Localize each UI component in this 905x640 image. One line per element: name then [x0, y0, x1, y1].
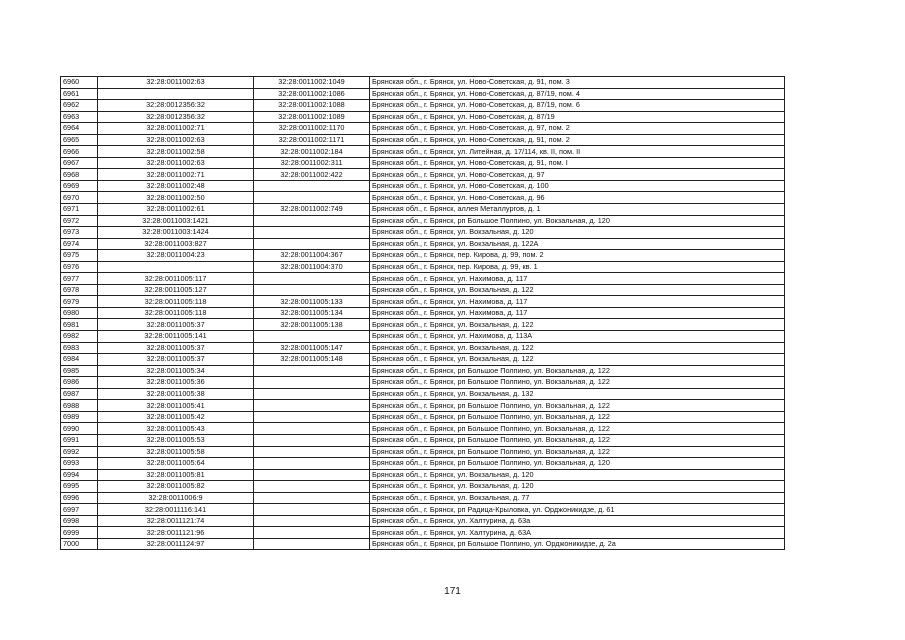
- object-number-cell: [254, 238, 370, 250]
- row-number-cell: 6997: [61, 504, 98, 516]
- table-row: [61, 527, 785, 539]
- address-cell: Брянская обл., г. Брянск, ул. Вокзальная, д. 122: [370, 342, 785, 354]
- row-number-cell: 6995: [61, 481, 98, 493]
- table-row: [61, 123, 785, 135]
- object-number-cell: [254, 423, 370, 435]
- parcel-number-cell: 32:28:0011005:37: [98, 354, 254, 366]
- object-number-cell: [254, 284, 370, 296]
- object-number-cell: 32:28:0011005:133: [254, 296, 370, 308]
- table-row: [61, 538, 785, 550]
- row-number-cell: 6989: [61, 411, 98, 423]
- table-row: [61, 250, 785, 262]
- address-cell: Брянская обл., г. Брянск, ул. Ново-Советская, д. 96: [370, 192, 785, 204]
- parcel-number-cell: 32:28:0011005:117: [98, 273, 254, 285]
- address-cell: Брянская обл., г. Брянск, ул. Ново-Советская, д. 97: [370, 169, 785, 181]
- parcel-number-cell: 32:28:0011002:71: [98, 169, 254, 181]
- parcel-number-cell: 32:28:0011002:48: [98, 180, 254, 192]
- table-row: [61, 88, 785, 100]
- parcel-number-cell: 32:28:0011003:1424: [98, 227, 254, 239]
- parcel-number-cell: 32:28:0011121:96: [98, 527, 254, 539]
- table-row: [61, 192, 785, 204]
- table-row: [61, 284, 785, 296]
- object-number-cell: 32:28:0011002:1171: [254, 134, 370, 146]
- parcel-number-cell: [98, 88, 254, 100]
- address-cell: Брянская обл., г. Брянск, ул. Вокзальная, д. 122: [370, 354, 785, 366]
- row-number-cell: 6964: [61, 123, 98, 135]
- table-row: [61, 180, 785, 192]
- row-number-cell: 6974: [61, 238, 98, 250]
- table-row: [61, 319, 785, 331]
- parcel-table-body: [61, 77, 785, 550]
- row-number-cell: 6981: [61, 319, 98, 331]
- table-row: [61, 492, 785, 504]
- table-row: [61, 215, 785, 227]
- row-number-cell: 6988: [61, 400, 98, 412]
- table-row: [61, 342, 785, 354]
- parcel-table: [60, 76, 785, 550]
- object-number-cell: [254, 492, 370, 504]
- row-number-cell: 6972: [61, 215, 98, 227]
- table-row: [61, 504, 785, 516]
- row-number-cell: 6979: [61, 296, 98, 308]
- parcel-number-cell: 32:28:0011005:118: [98, 307, 254, 319]
- row-number-cell: 6970: [61, 192, 98, 204]
- address-cell: Брянская обл., г. Брянск, ул. Вокзальная, д. 120: [370, 469, 785, 481]
- table-row: [61, 100, 785, 112]
- object-number-cell: 32:28:0011002:1088: [254, 100, 370, 112]
- table-row: [61, 169, 785, 181]
- object-number-cell: [254, 538, 370, 550]
- parcel-number-cell: 32:28:0011005:81: [98, 469, 254, 481]
- table-row: [61, 515, 785, 527]
- address-cell: Брянская обл., г. Брянск, ул. Ново-Советская, д. 87/19, пом. 4: [370, 88, 785, 100]
- parcel-number-cell: 32:28:0011004:23: [98, 250, 254, 262]
- table-row: [61, 157, 785, 169]
- table-row: [61, 296, 785, 308]
- table-row: [61, 146, 785, 158]
- object-number-cell: 32:28:0011002:1049: [254, 77, 370, 89]
- row-number-cell: 6962: [61, 100, 98, 112]
- table-row: [61, 77, 785, 89]
- row-number-cell: 6980: [61, 307, 98, 319]
- row-number-cell: 6996: [61, 492, 98, 504]
- parcel-number-cell: 32:28:0011121:74: [98, 515, 254, 527]
- parcel-number-cell: 32:28:0012356:32: [98, 111, 254, 123]
- object-number-cell: 32:28:0011002:1170: [254, 123, 370, 135]
- parcel-number-cell: 32:28:0011002:61: [98, 204, 254, 216]
- address-cell: Брянская обл., г. Брянск, рп Большое Полпино, ул. Вокзальная, д. 122: [370, 411, 785, 423]
- parcel-number-cell: 32:28:0012356:32: [98, 100, 254, 112]
- row-number-cell: 6990: [61, 423, 98, 435]
- table-row: [61, 307, 785, 319]
- row-number-cell: 6960: [61, 77, 98, 89]
- table-row: [61, 377, 785, 389]
- address-cell: Брянская обл., г. Брянск, ул. Вокзальная, д. 122: [370, 284, 785, 296]
- address-cell: Брянская обл., г. Брянск, ул. Нахимова, д. 113А: [370, 331, 785, 343]
- table-row: [61, 400, 785, 412]
- address-cell: Брянская обл., г. Брянск, ул. Ново-Советская, д. 87/19: [370, 111, 785, 123]
- row-number-cell: 6987: [61, 388, 98, 400]
- parcel-number-cell: 32:28:0011005:64: [98, 458, 254, 470]
- parcel-number-cell: 32:28:0011002:50: [98, 192, 254, 204]
- address-cell: Брянская обл., г. Брянск, пер. Кирова, д. 99, кв. 1: [370, 261, 785, 273]
- object-number-cell: [254, 215, 370, 227]
- address-cell: Брянская обл., г. Брянск, рп Большое Полпино, ул. Вокзальная, д. 122: [370, 423, 785, 435]
- parcel-number-cell: 32:28:0011005:37: [98, 319, 254, 331]
- address-cell: Брянская обл., г. Брянск, ул. Ново-Советская, д. 91, пом. 3: [370, 77, 785, 89]
- row-number-cell: 6982: [61, 331, 98, 343]
- table-row: [61, 365, 785, 377]
- address-cell: Брянская обл., г. Брянск, ул. Вокзальная, д. 132: [370, 388, 785, 400]
- row-number-cell: 6968: [61, 169, 98, 181]
- object-number-cell: [254, 481, 370, 493]
- table-row: [61, 411, 785, 423]
- address-cell: Брянская обл., г. Брянск, ул. Ново-Советская, д. 97, пом. 2: [370, 123, 785, 135]
- table-row: [61, 261, 785, 273]
- object-number-cell: [254, 527, 370, 539]
- address-cell: Брянская обл., г. Брянск, пер. Кирова, д. 99, пом. 2: [370, 250, 785, 262]
- table-row: [61, 111, 785, 123]
- parcel-number-cell: 32:28:0011005:82: [98, 481, 254, 493]
- row-number-cell: 6965: [61, 134, 98, 146]
- object-number-cell: [254, 400, 370, 412]
- object-number-cell: 32:28:0011005:134: [254, 307, 370, 319]
- row-number-cell: 6993: [61, 458, 98, 470]
- address-cell: Брянская обл., г. Брянск, рп Радица-Крыловка, ул. Орджоникидзе, д. 61: [370, 504, 785, 516]
- parcel-number-cell: 32:28:0011003:1421: [98, 215, 254, 227]
- address-cell: Брянская обл., г. Брянск, ул. Ново-Советская, д. 87/19, пом. 6: [370, 100, 785, 112]
- parcel-number-cell: 32:28:0011002:63: [98, 134, 254, 146]
- object-number-cell: [254, 446, 370, 458]
- object-number-cell: [254, 388, 370, 400]
- address-cell: Брянская обл., г. Брянск, ул. Вокзальная, д. 122А: [370, 238, 785, 250]
- address-cell: Брянская обл., г. Брянск, рп Большое Полпино, ул. Вокзальная, д. 122: [370, 377, 785, 389]
- object-number-cell: [254, 411, 370, 423]
- parcel-number-cell: 32:28:0011006:9: [98, 492, 254, 504]
- address-cell: Брянская обл., г. Брянск, ул. Вокзальная, д. 77: [370, 492, 785, 504]
- object-number-cell: 32:28:0011005:138: [254, 319, 370, 331]
- object-number-cell: [254, 331, 370, 343]
- object-number-cell: 32:28:0011004:370: [254, 261, 370, 273]
- object-number-cell: [254, 515, 370, 527]
- row-number-cell: 6973: [61, 227, 98, 239]
- object-number-cell: [254, 469, 370, 481]
- row-number-cell: 7000: [61, 538, 98, 550]
- row-number-cell: 6966: [61, 146, 98, 158]
- table-row: [61, 238, 785, 250]
- object-number-cell: 32:28:0011005:148: [254, 354, 370, 366]
- row-number-cell: 6969: [61, 180, 98, 192]
- object-number-cell: 32:28:0011005:147: [254, 342, 370, 354]
- parcel-number-cell: 32:28:0011005:37: [98, 342, 254, 354]
- row-number-cell: 6983: [61, 342, 98, 354]
- parcel-number-cell: 32:28:0011005:34: [98, 365, 254, 377]
- parcel-number-cell: 32:28:0011002:63: [98, 77, 254, 89]
- parcel-number-cell: 32:28:0011002:58: [98, 146, 254, 158]
- object-number-cell: [254, 434, 370, 446]
- address-cell: Брянская обл., г. Брянск, ул. Халтурина, д. 63а: [370, 515, 785, 527]
- row-number-cell: 6975: [61, 250, 98, 262]
- table-row: [61, 469, 785, 481]
- row-number-cell: 6994: [61, 469, 98, 481]
- table-row: [61, 331, 785, 343]
- row-number-cell: 6961: [61, 88, 98, 100]
- parcel-number-cell: 32:28:0011002:71: [98, 123, 254, 135]
- table-row: [61, 134, 785, 146]
- address-cell: Брянская обл., г. Брянск, ул. Ново-Советская, д. 91, пом. 2: [370, 134, 785, 146]
- object-number-cell: [254, 377, 370, 389]
- address-cell: Брянская обл., г. Брянск, ул. Халтурина, д. 63А: [370, 527, 785, 539]
- address-cell: Брянская обл., г. Брянск, рп Большое Полпино, ул. Вокзальная, д. 120: [370, 215, 785, 227]
- parcel-number-cell: 32:28:0011005:53: [98, 434, 254, 446]
- address-cell: Брянская обл., г. Брянск, ул. Ново-Советская, д. 91, пом. I: [370, 157, 785, 169]
- object-number-cell: [254, 365, 370, 377]
- address-cell: Брянская обл., г. Брянск, ул. Вокзальная, д. 122: [370, 319, 785, 331]
- parcel-number-cell: 32:28:0011005:141: [98, 331, 254, 343]
- address-cell: Брянская обл., г. Брянск, рп Большое Полпино, ул. Вокзальная, д. 122: [370, 434, 785, 446]
- page-number: 171: [444, 586, 461, 597]
- table-row: [61, 446, 785, 458]
- row-number-cell: 6984: [61, 354, 98, 366]
- parcel-number-cell: 32:28:0011005:38: [98, 388, 254, 400]
- object-number-cell: 32:28:0011002:749: [254, 204, 370, 216]
- address-cell: Брянская обл., г. Брянск, рп Большое Полпино, ул. Вокзальная, д. 120: [370, 458, 785, 470]
- address-cell: Брянская обл., г. Брянск, ул. Литейная, д. 17/114, кв. II, пом. II: [370, 146, 785, 158]
- object-number-cell: [254, 504, 370, 516]
- row-number-cell: 6978: [61, 284, 98, 296]
- parcel-number-cell: 32:28:0011005:58: [98, 446, 254, 458]
- table-row: [61, 227, 785, 239]
- row-number-cell: 6971: [61, 204, 98, 216]
- address-cell: Брянская обл., г. Брянск, рп Большое Полпино, ул. Вокзальная, д. 122: [370, 365, 785, 377]
- table-row: [61, 423, 785, 435]
- object-number-cell: 32:28:0011002:184: [254, 146, 370, 158]
- table-row: [61, 273, 785, 285]
- table-row: [61, 388, 785, 400]
- address-cell: Брянская обл., г. Брянск, рп Большое Полпино, ул. Вокзальная, д. 122: [370, 400, 785, 412]
- parcel-number-cell: 32:28:0011005:41: [98, 400, 254, 412]
- parcel-number-cell: 32:28:0011005:42: [98, 411, 254, 423]
- address-cell: Брянская обл., г. Брянск, рп Большое Полпино, ул. Вокзальная, д. 122: [370, 446, 785, 458]
- parcel-number-cell: 32:28:0011003:827: [98, 238, 254, 250]
- table-row: [61, 354, 785, 366]
- parcel-number-cell: 32:28:0011005:118: [98, 296, 254, 308]
- row-number-cell: 6976: [61, 261, 98, 273]
- parcel-number-cell: 32:28:0011116:141: [98, 504, 254, 516]
- object-number-cell: [254, 227, 370, 239]
- address-cell: Брянская обл., г. Брянск, ул. Вокзальная, д. 120: [370, 227, 785, 239]
- row-number-cell: 6985: [61, 365, 98, 377]
- row-number-cell: 6999: [61, 527, 98, 539]
- address-cell: Брянская обл., г. Брянск, ул. Нахимова, д. 117: [370, 307, 785, 319]
- parcel-number-cell: 32:28:0011002:63: [98, 157, 254, 169]
- object-number-cell: [254, 180, 370, 192]
- address-cell: Брянская обл., г. Брянск, ул. Нахимова, д. 117: [370, 296, 785, 308]
- table-row: [61, 204, 785, 216]
- address-cell: Брянская обл., г. Брянск, ул. Нахимова, д. 117: [370, 273, 785, 285]
- address-cell: Брянская обл., г. Брянск, ул. Вокзальная, д. 120: [370, 481, 785, 493]
- object-number-cell: 32:28:0011002:422: [254, 169, 370, 181]
- object-number-cell: 32:28:0011002:311: [254, 157, 370, 169]
- object-number-cell: [254, 458, 370, 470]
- address-cell: Брянская обл., г. Брянск, аллея Металлургов, д. 1: [370, 204, 785, 216]
- table-row: [61, 458, 785, 470]
- row-number-cell: 6998: [61, 515, 98, 527]
- address-cell: Брянская обл., г. Брянск, рп Большое Полпино, ул. Орджоникидзе, д. 2а: [370, 538, 785, 550]
- row-number-cell: 6963: [61, 111, 98, 123]
- parcel-number-cell: 32:28:0011005:43: [98, 423, 254, 435]
- row-number-cell: 6986: [61, 377, 98, 389]
- object-number-cell: 32:28:0011002:1086: [254, 88, 370, 100]
- object-number-cell: [254, 273, 370, 285]
- row-number-cell: 6967: [61, 157, 98, 169]
- row-number-cell: 6977: [61, 273, 98, 285]
- object-number-cell: [254, 192, 370, 204]
- address-cell: Брянская обл., г. Брянск, ул. Ново-Советская, д. 100: [370, 180, 785, 192]
- parcel-number-cell: 32:28:0011005:36: [98, 377, 254, 389]
- row-number-cell: 6992: [61, 446, 98, 458]
- table-row: [61, 434, 785, 446]
- parcel-number-cell: 32:28:0011005:127: [98, 284, 254, 296]
- table-row: [61, 481, 785, 493]
- object-number-cell: 32:28:0011004:367: [254, 250, 370, 262]
- parcel-number-cell: [98, 261, 254, 273]
- row-number-cell: 6991: [61, 434, 98, 446]
- parcel-number-cell: 32:28:0011124:97: [98, 538, 254, 550]
- object-number-cell: 32:28:0011002:1089: [254, 111, 370, 123]
